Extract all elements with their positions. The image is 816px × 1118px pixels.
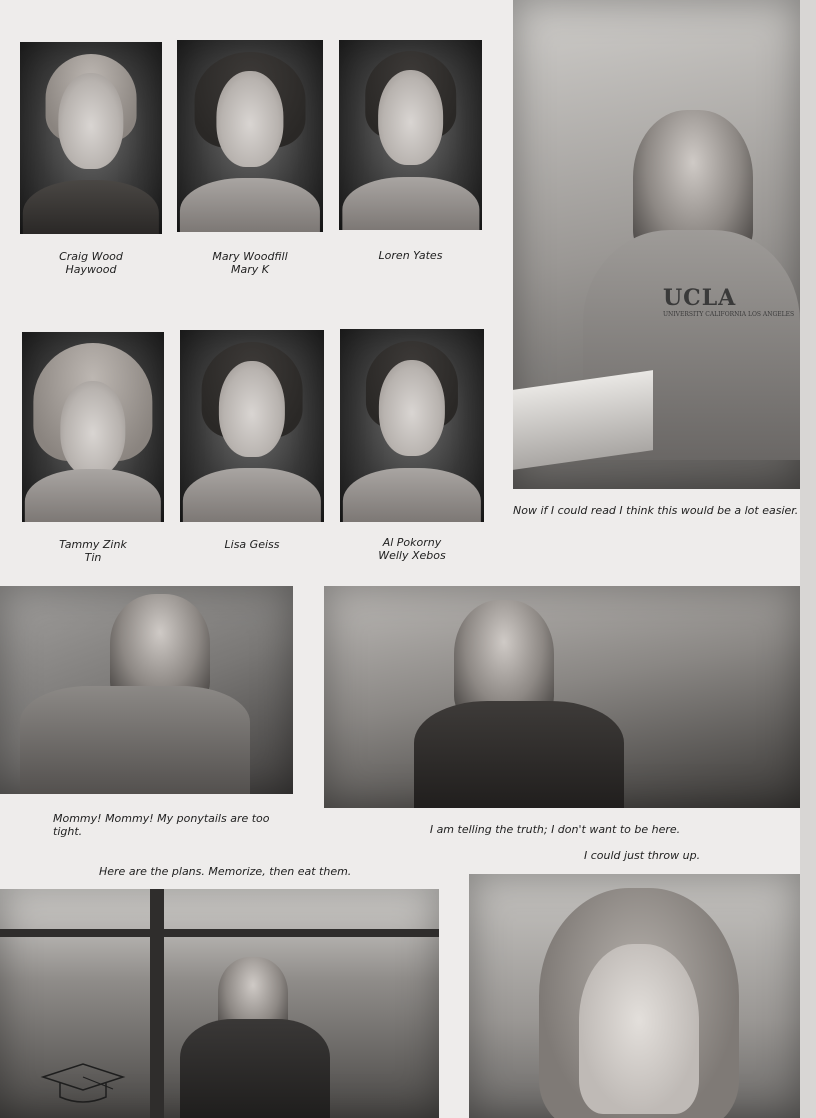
portrait-name: Loren Yates (378, 249, 443, 262)
page-edge (800, 0, 816, 1118)
caption-plans: Here are the plans. Memorize, then eat them. (99, 865, 352, 878)
portrait-photo-2 (177, 40, 323, 232)
candid-photo-reading (513, 0, 800, 489)
portrait-photo-4 (22, 332, 164, 522)
face (216, 71, 283, 167)
blouse (180, 178, 320, 232)
student-body (414, 701, 624, 808)
window-post (150, 889, 164, 1118)
portrait-nickname: Mary K (231, 263, 269, 276)
portrait-caption-4 (22, 538, 164, 564)
face (219, 361, 285, 457)
portrait-nickname: Tin (84, 551, 102, 564)
plaid-shirt (183, 468, 321, 522)
portrait-name: Lisa Geiss (224, 538, 280, 551)
mortarboard-icon (38, 1059, 128, 1109)
caption-throw: I could just throw up. (584, 849, 701, 862)
student-body (20, 686, 250, 794)
portrait-caption-5 (180, 538, 324, 551)
portrait-name: Craig Wood (59, 250, 123, 263)
portrait-photo-5 (180, 330, 324, 522)
caption-truth: I am telling the truth; I don't want to be here. (429, 823, 681, 836)
portrait-caption-3 (339, 249, 482, 262)
caption-reading: Now if I could read I think this would be a lot easier. (513, 504, 799, 517)
face (379, 360, 445, 457)
student-face (579, 944, 699, 1114)
suit (23, 180, 159, 234)
portrait-nickname: Haywood (65, 263, 117, 276)
portrait-photo-3 (339, 40, 482, 230)
caption-yawn: Mommy! Mommy! My ponytails are too tight. (53, 812, 270, 838)
window-frame (0, 929, 439, 937)
candid-photo-yawn (0, 586, 293, 794)
face (60, 381, 125, 476)
shirt (342, 177, 479, 230)
blouse (25, 469, 161, 522)
face (58, 73, 123, 169)
candid-photo-closeup (469, 874, 800, 1118)
suit (343, 468, 481, 522)
portrait-caption-1 (20, 250, 162, 276)
portrait-caption-2 (177, 250, 323, 276)
face (378, 70, 444, 165)
shirt-logo (663, 285, 794, 318)
portrait-caption-6 (340, 536, 484, 562)
shirt-logo-text: UCLA (663, 285, 737, 311)
shirt-logo-subtext: UNIVERSITY CALIFORNIA LOS ANGELES (663, 311, 795, 318)
candid-photo-cafeteria (0, 889, 439, 1118)
portrait-name: Tammy Zink (59, 538, 127, 551)
portrait-name: Al Pokorny (382, 536, 442, 549)
portrait-nickname: Welly Xebos (378, 549, 446, 562)
candid-photo-classroom (324, 586, 800, 808)
portrait-name: Mary Woodfill (212, 250, 288, 263)
student-body (180, 1019, 330, 1118)
portrait-photo-1 (20, 42, 162, 234)
portrait-photo-6 (340, 329, 484, 522)
